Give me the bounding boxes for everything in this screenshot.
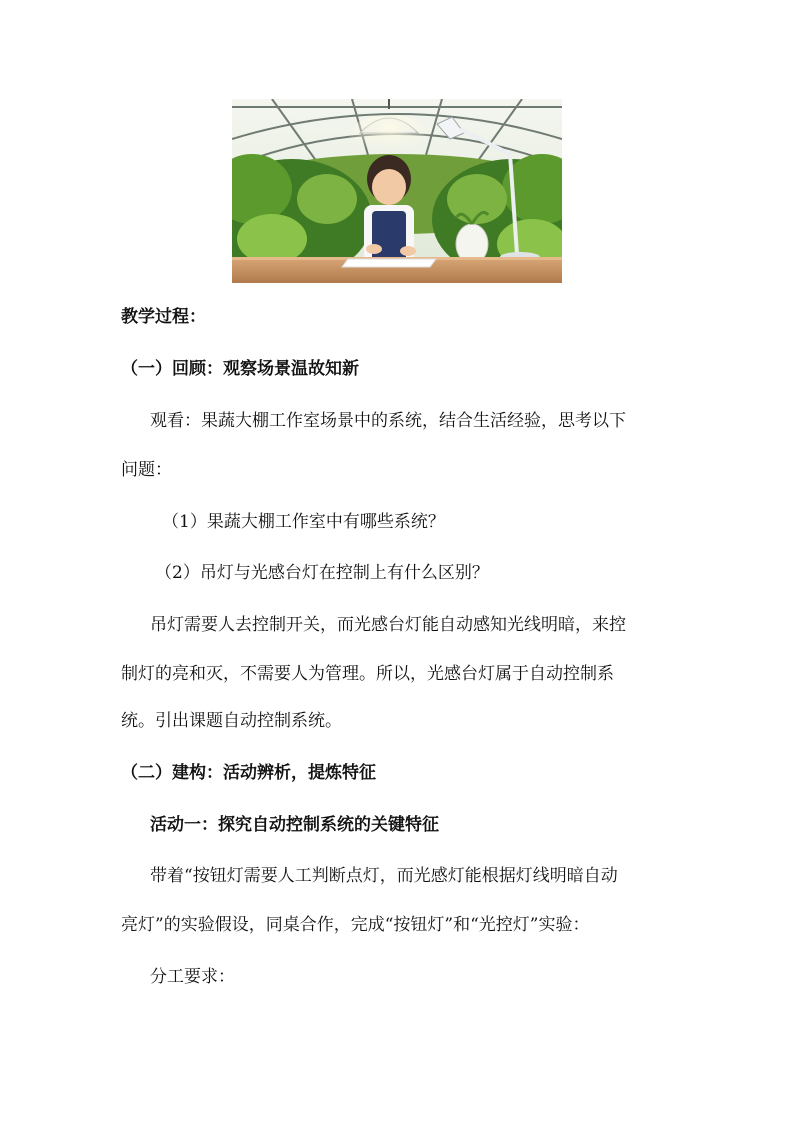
question-1: （1）果蔬大棚工作室中有哪些系统？ (162, 512, 445, 532)
teaching-process-heading: 教学过程： (121, 307, 206, 327)
paragraph-2-line-3: 统。引出课题自动控制系统。 (121, 711, 342, 731)
paragraph-3-line-2: 亮灯”的实验假设，同桌合作，完成“按钮灯”和“光控灯”实验： (121, 915, 590, 935)
paragraph-1-line-1: 观看：果蔬大棚工作室场景中的系统，结合生活经验，思考以下 (150, 411, 626, 431)
paragraph-2-line-1: 吊灯需要人去控制开关，而光感台灯能自动感知光线明暗，来控 (150, 615, 626, 635)
activity-1-title: 活动一：探究自动控制系统的关键特征 (150, 815, 439, 835)
section-2-title: （二）建构：活动辨析，提炼特征 (121, 763, 376, 783)
paragraph-4: 分工要求： (150, 967, 235, 987)
question-2: （2）吊灯与光感台灯在控制上有什么区别？ (155, 563, 489, 583)
section-1-title: （一）回顾：观察场景温故知新 (121, 359, 359, 379)
paragraph-2-line-2: 制灯的亮和灭，不需要人为管理。所以，光感台灯属于自动控制系 (121, 664, 614, 684)
paragraph-1-line-2: 问题： (121, 460, 172, 480)
greenhouse-illustration (232, 99, 562, 283)
paragraph-3-line-1: 带着“按钮灯需要人工判断点灯，而光感灯能根据灯线明暗自动 (150, 866, 618, 886)
